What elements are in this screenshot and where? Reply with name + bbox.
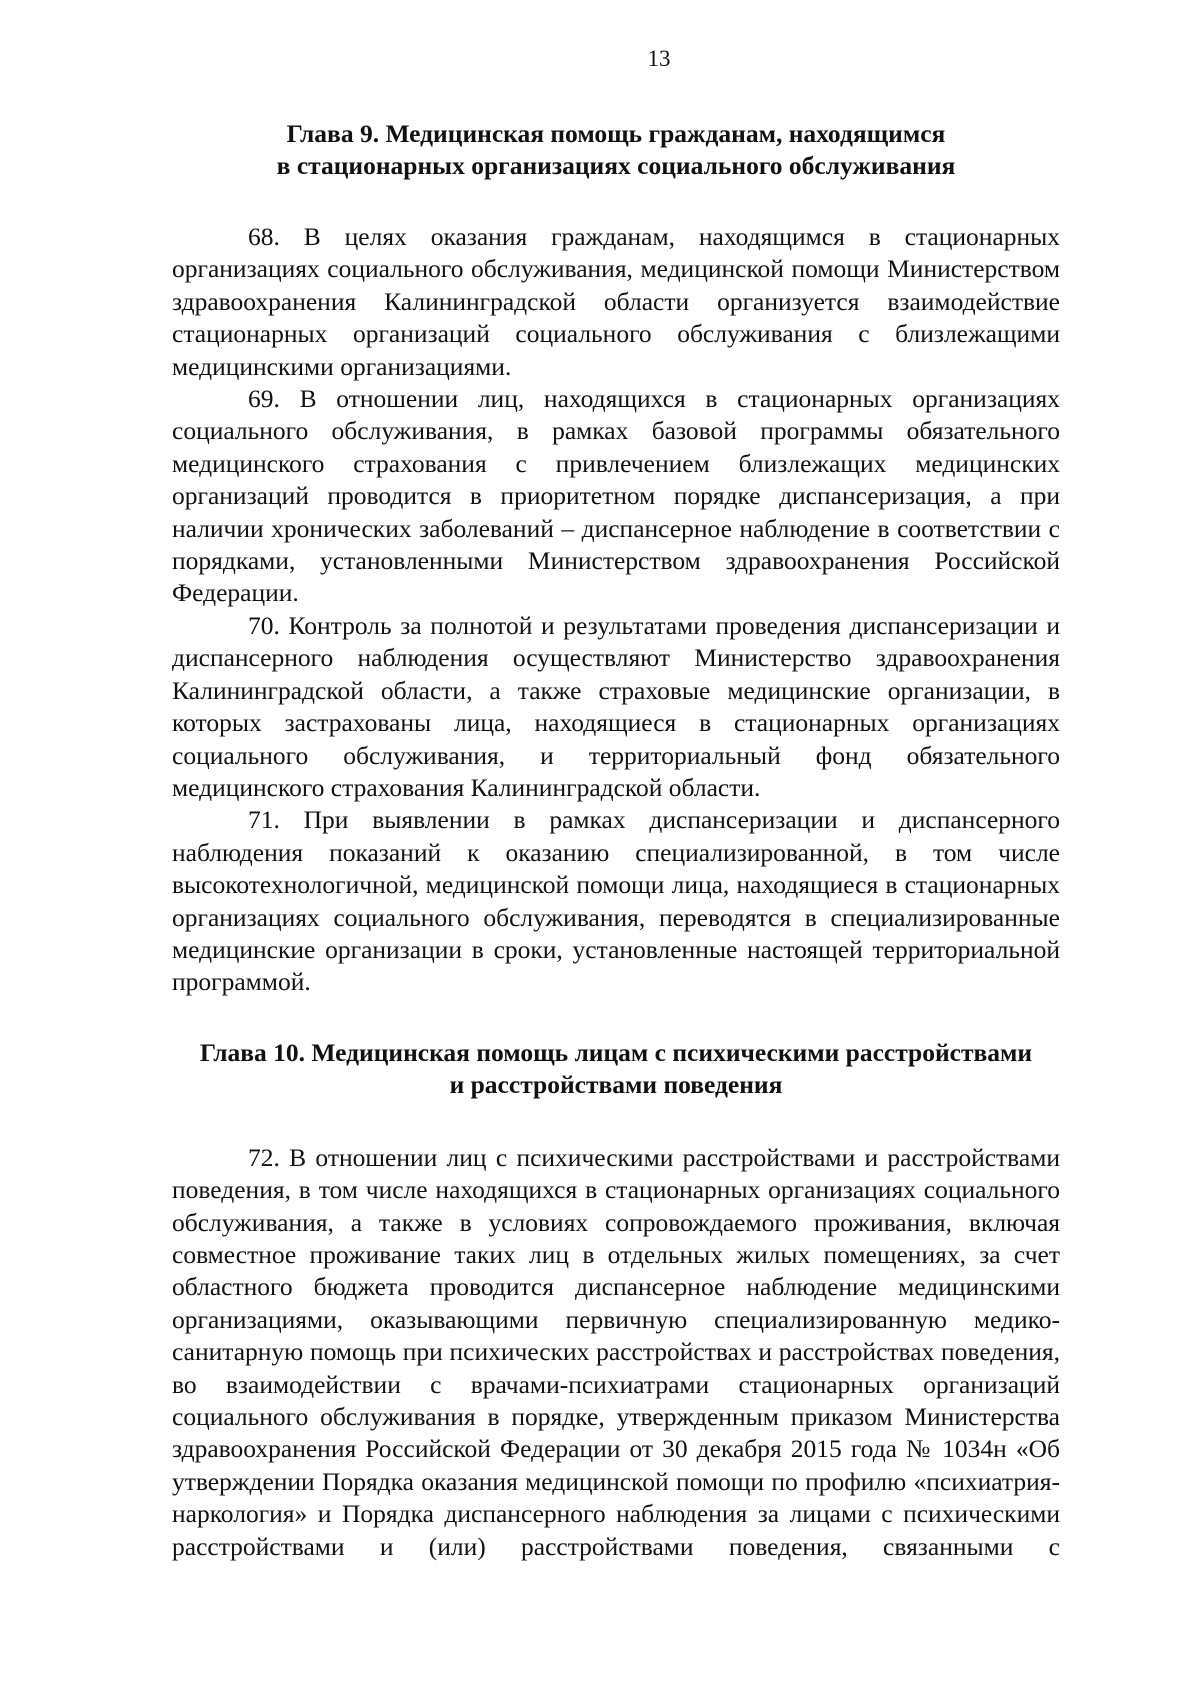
chapter-10-title [172,1037,1060,1101]
paragraph-70: 70. Контроль за полнотой и результатами проведения диспансеризации и диспансерного наблюдения осуществляют Министерство здравоохранения Калининградской области, а также страховые медицинские организации, в которых застрахованы лица, находящиеся в стационарных организациях социального обслуживания, и территориальный фонд обязательного медицинского страхования Калининградской области. [172,610,1060,802]
chapter-9-title-line-2: в стационарных организациях социального обслуживания [276,151,956,180]
paragraph-71: 71. При выявлении в рамках диспансеризации и диспансерного наблюдения показаний к оказанию специализированной, в том числе высокотехнологичной, медицинской помощи лица, находящиеся в стационарных организациях социального обслуживания, переводятся в специализированные медицинские организации в сроки, установленные настоящей территориальной программой. [172,805,1060,997]
chapter-10-title-line-1: Глава 10. Медицинская помощь лицам с психическими расстройствами [199,1037,1033,1067]
paragraph-68: 68. В целях оказания гражданам, находящимся в стационарных организациях социального обслуживания, медицинской помощи Министерством здравоохранения Калининградской области организуется взаимодействие стационарных организаций социального обслуживания с близлежащими медицинскими организациями. [172,222,1060,381]
chapter-10-body [172,1142,1060,1563]
chapter-9-body [172,221,1060,999]
chapter-10-title-line-2: и расстройствами поведения [449,1069,783,1099]
chapter-9-title [172,118,1060,182]
paragraph-69: 69. В отношении лиц, находящихся в стационарных организациях социального обслуживания, в рамках базовой программы обязательного медицинского страхования с привлечением близлежащих медицинских организаций проводится в приоритетном порядке диспансеризация, а при наличии хронических заболеваний – диспансерное наблюдение в соответствии с порядками, установленными Министерством здравоохранения Российской Федерации. [172,384,1060,608]
paragraph-72: 72. В отношении лиц с психическими расстройствами и расстройствами поведения, в том числе находящихся в стационарных организациях социального обслуживания, а также в условиях сопровождаемого проживания, включая совместное проживание таких лиц в отдельных жилых помещениях, за счет областного бюджета проводится диспансерное наблюдение медицинскими организациями, оказывающими первичную специализированную медико-санитарную помощь при психических расстройствах и расстройствах поведения, во взаимодействии с врачами-психиатрами стационарных организаций социального обслуживания в порядке, утвержденным приказом Министерства здравоохранения Российской Федерации от 30 декабря 2015 года № 1034н «Об утверждении Порядка оказания медицинской помощи по профилю «психиатрия-наркология» и Порядка диспансерного наблюдения за лицами с психическими расстройствами и (или) расстройствами поведения, связанными с [172,1142,1060,1561]
page-number: 13 [647,46,671,71]
chapter-9-title-line-1: Глава 9. Медицинская помощь гражданам, находящимся [286,119,946,148]
